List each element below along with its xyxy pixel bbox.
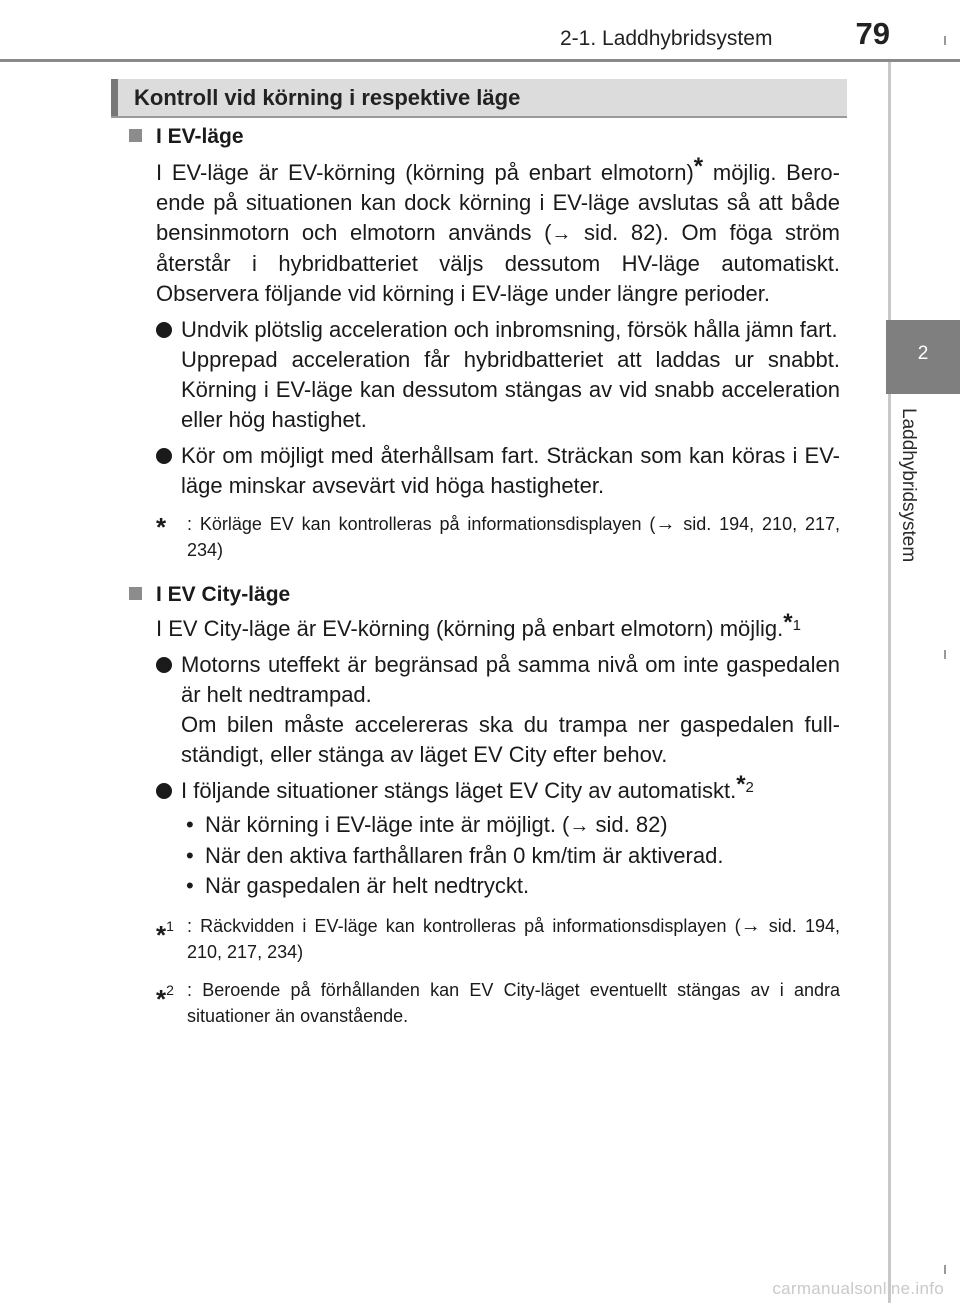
page-content (129, 121, 840, 1029)
chapter-number: 2 (917, 343, 929, 364)
header-rule (0, 59, 960, 62)
bullet-text: Upprepad acceleration får hybridbatteriet att laddas ur snabbt. Körning i EV-läge kan dessutom stängas av vid snabb acceleration eller hög hastighet. (181, 347, 840, 432)
arrow-right-icon: → (655, 513, 676, 535)
footnote-text: sid. 194, 210, 217, 234) (187, 916, 841, 962)
bullet-dot-icon (156, 657, 172, 673)
footnote-ref (783, 609, 801, 636)
list-item (129, 650, 840, 770)
footnote-text: : Körläge EV kan kontrolleras på informationsdisplayen ( (187, 514, 656, 534)
bullet-text: Kör om möjligt med återhållsam fart. Sträckan som kan köras i EV-läge minskar avsevärt vid höga hastigheter. (181, 443, 840, 498)
footnote-star: * (156, 984, 167, 1014)
ev-intro-text: I EV-läge är EV-körning (körning på enbart elmotorn) (156, 160, 694, 185)
bullet-dot-icon (156, 448, 172, 464)
footnote-mark (156, 977, 174, 1012)
footnote-ref-star: * (783, 609, 793, 636)
footnote-mark (156, 913, 174, 948)
crop-tick (944, 36, 946, 45)
sub-item-text: När den aktiva farthållaren från 0 km/tim är aktiverad. (205, 843, 724, 868)
sub-list-item (129, 871, 840, 901)
list-item (129, 771, 840, 806)
city-intro (129, 609, 840, 644)
footnote (129, 977, 840, 1029)
footnote-ref: * (693, 153, 704, 180)
section-band-rule (111, 116, 847, 118)
crop-tick (944, 1265, 946, 1274)
ev-intro (129, 153, 840, 309)
city-title: I EV City-läge (156, 583, 291, 606)
section-band-title: Kontroll vid körning i respektive läge (134, 85, 521, 110)
bullet-text (181, 771, 840, 806)
sub-bullet-icon: • (186, 873, 194, 898)
sub-item-text: När gaspedalen är helt nedtryckt. (205, 873, 530, 898)
side-tab-strip (888, 62, 891, 1303)
ev-intro-text: möjlig. Beroende på situationen kan dock körning i EV-läge avslutas så att både bensinmotorn och elmotorn används ( (156, 160, 840, 245)
footnote-star: * (156, 512, 167, 542)
ev-title: I EV-läge (156, 125, 244, 148)
footnote (129, 913, 840, 965)
footnote-mark (156, 511, 166, 540)
square-bullet-icon (129, 587, 142, 600)
arrow-right-icon: → (551, 223, 572, 245)
watermark-footer: carmanualsonline.info (772, 1279, 944, 1298)
arrow-right-icon: → (569, 815, 590, 837)
footnote-ref-num: 2 (745, 779, 754, 796)
sub-list-item (129, 841, 840, 871)
city-heading (129, 579, 840, 610)
list-item (129, 315, 840, 435)
footnote-text: : Beroende på förhållanden kan EV City-läget eventuellt stängas av i andra situationer än ovanstående. (187, 980, 840, 1026)
footnote-text: sid. 194, 210, 217, 234) (187, 514, 840, 560)
page-number: 79 (855, 16, 890, 51)
footnote-num: 2 (166, 982, 174, 998)
sub-list-item (129, 810, 840, 841)
section-band (111, 79, 847, 116)
arrow-right-icon: → (740, 915, 761, 937)
crop-tick (944, 650, 946, 659)
footnote (129, 511, 840, 563)
bullet-text: Undvik plötslig acceleration och inbromsning, försök hålla jämn fart. (181, 317, 838, 342)
sub-item-text: sid. 82) (589, 812, 668, 837)
bullet-dot-icon (156, 322, 172, 338)
square-bullet-icon (129, 129, 142, 142)
footnote-num: 1 (166, 918, 174, 934)
sub-item-text: När körning i EV-läge inte är möjligt. ( (205, 812, 570, 837)
chapter-label: Laddhybridsystem (898, 408, 919, 563)
city-intro-text: I EV City-läge är EV-körning (körning på enbart elmotorn) möjlig. (156, 616, 784, 641)
sub-bullet-icon: • (186, 843, 194, 868)
footnote-ref-star: * (736, 771, 746, 798)
sub-bullet-icon: • (186, 812, 194, 837)
bullet-text-span: I följande situationer stängs läget EV City av automatiskt. (181, 778, 737, 803)
footnote-text: : Räckvidden i EV-läge kan kontrolleras på informationsdisplayen ( (187, 916, 741, 936)
bullet-text: Motorns uteffekt är begränsad på samma nivå om inte gaspedalen är helt nedtrampad. (181, 652, 840, 707)
list-item (129, 441, 840, 501)
ev-heading (129, 121, 840, 152)
footnote-ref (736, 771, 754, 798)
ev-intro-text: sid. 82). Om föga ström återstår i hybridbatteriet väljs dessutom HV-läge automatiskt. Observera följande vid körning i EV-läge under längre perioder. (156, 220, 840, 306)
bullet-dot-icon (156, 783, 172, 799)
footnote-ref-num: 1 (792, 617, 801, 634)
running-header-section: 2-1. Laddhybridsystem (560, 27, 773, 50)
bullet-text: Om bilen måste accelereras ska du trampa ner gaspedalen fullständigt, eller stänga av läget EV City efter behov. (181, 712, 840, 767)
footnote-star: * (156, 920, 167, 950)
